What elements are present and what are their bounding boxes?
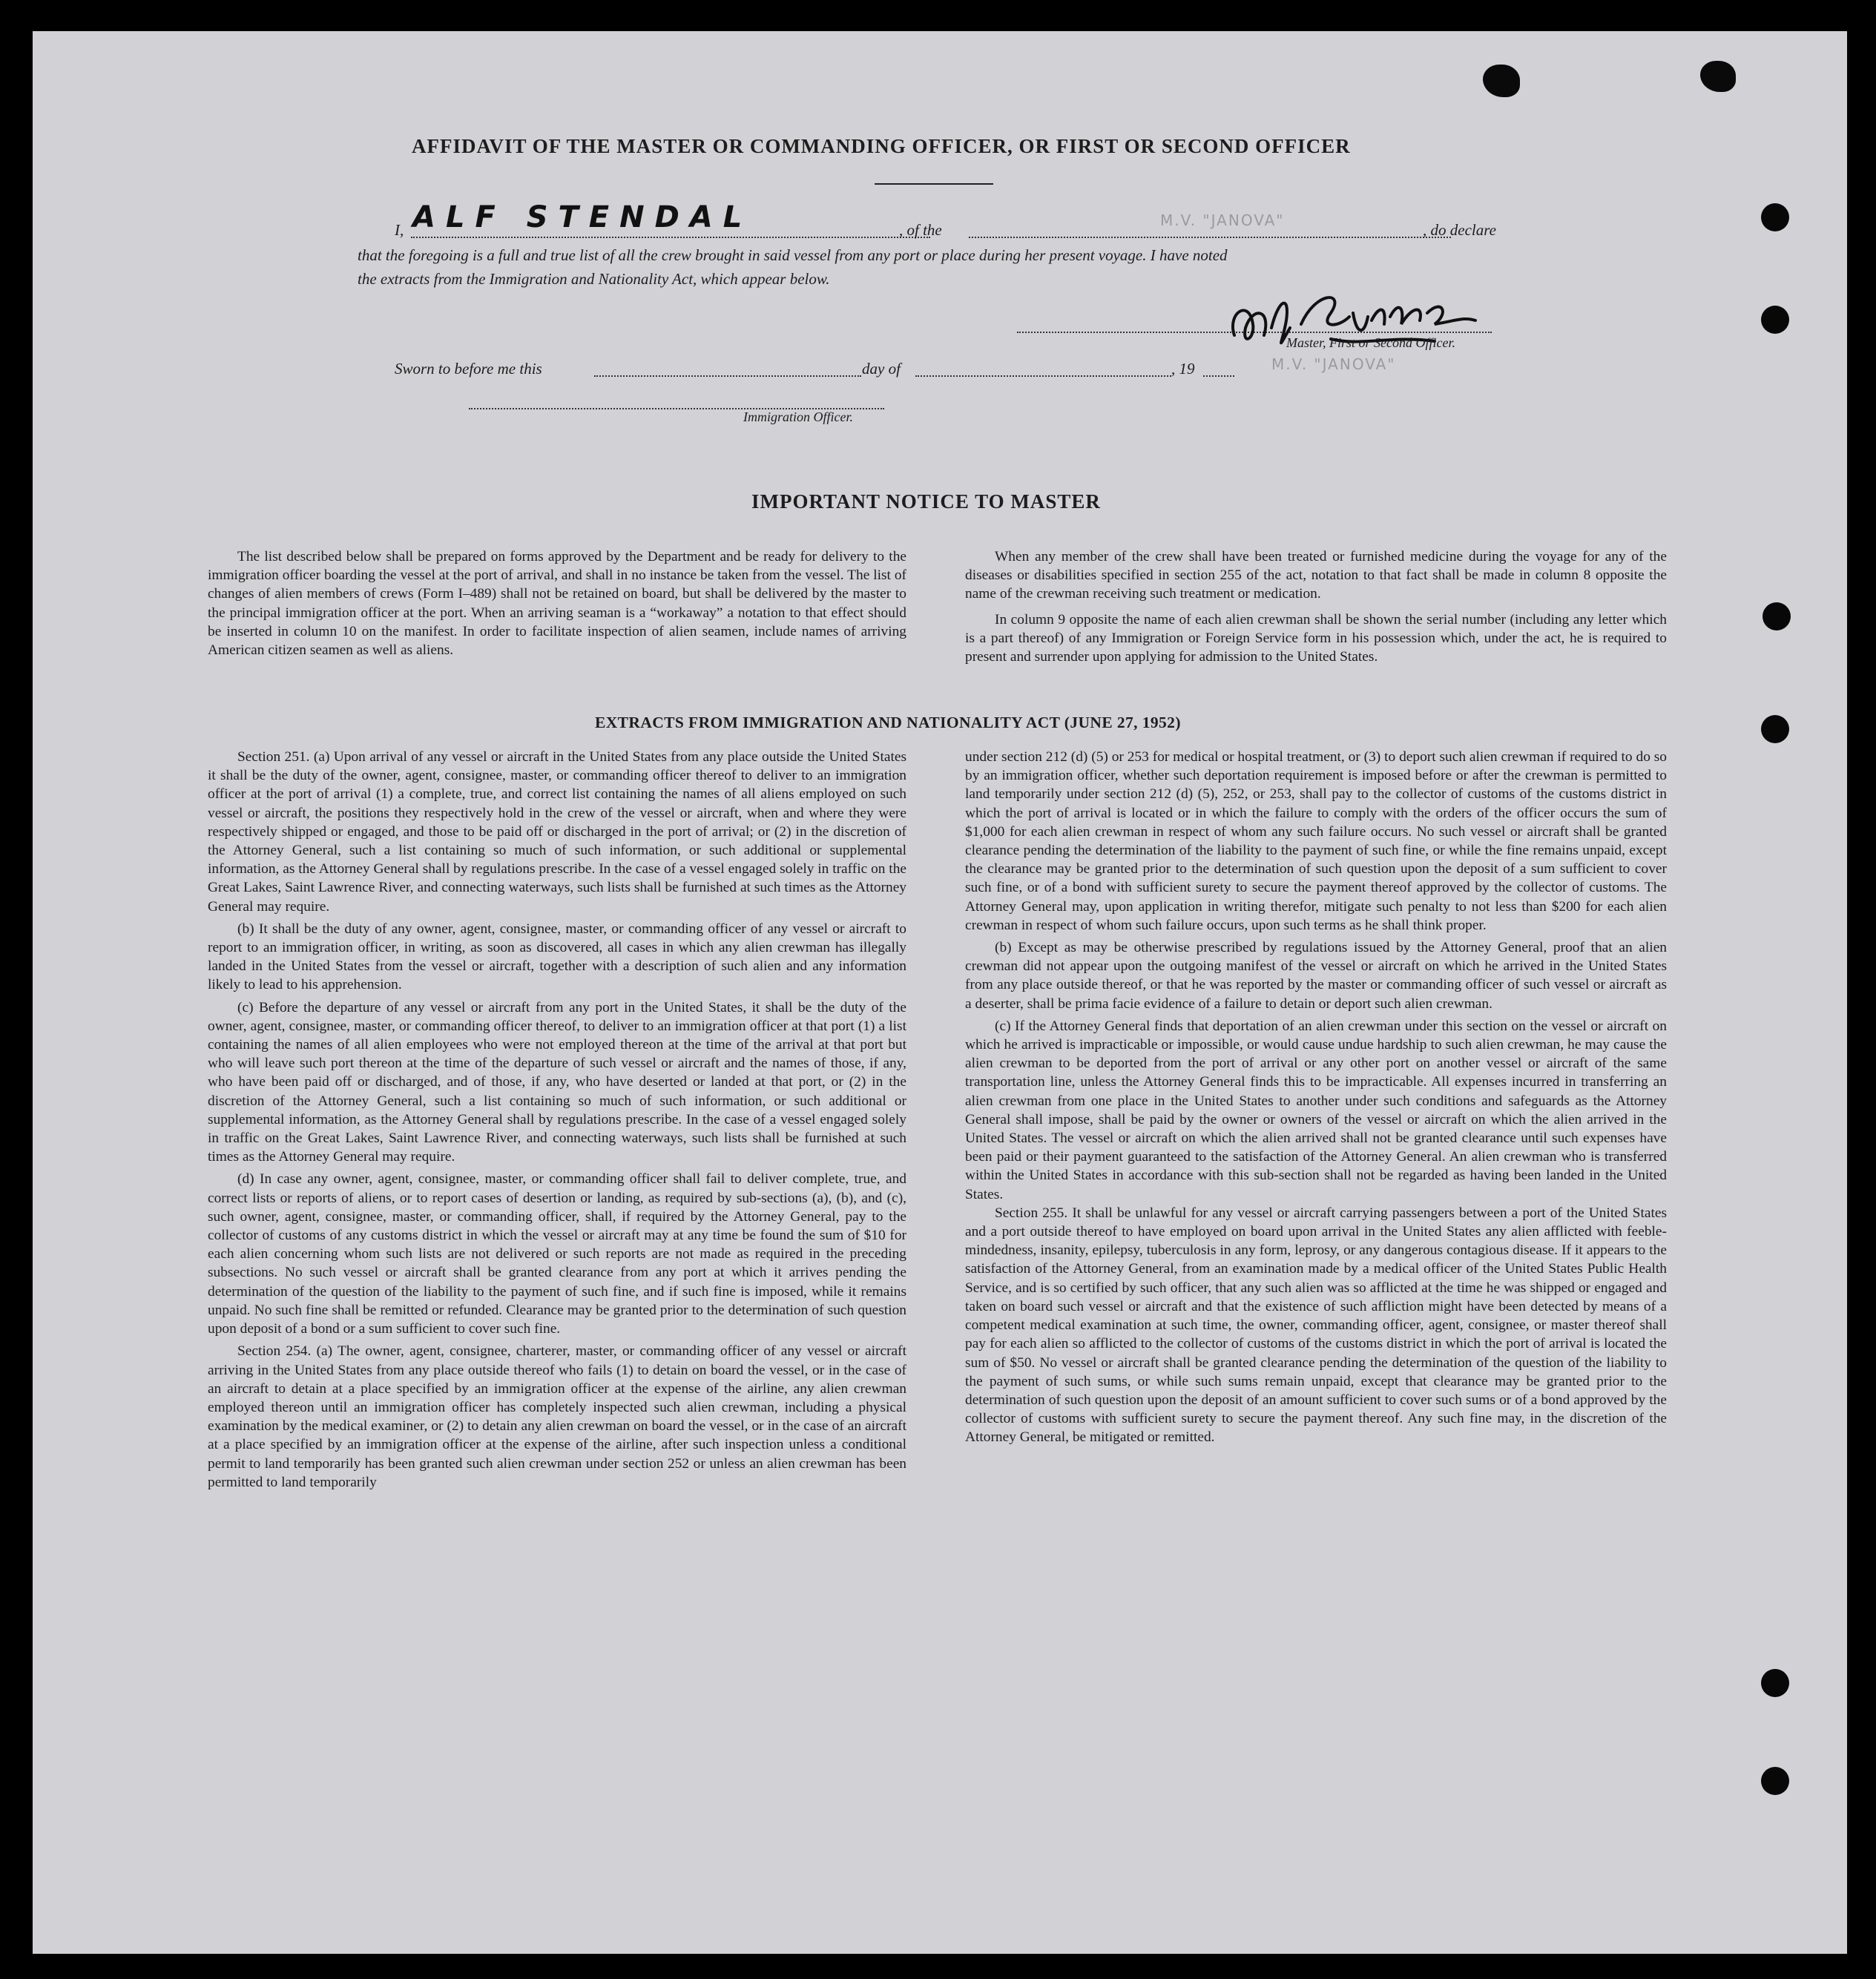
section-251-b: (b) It shall be the duty of any owner, agent, consignee, master, or commanding officer of any vessel or aircraft to report to an immigration officer, in writing, as soon as discovered, all cases in which any alien crewman has illegally landed in the United States from the vessel or aircraft, together with a description of such alien and any information likely to lead to his apprehension.	[208, 921, 906, 993]
vessel-stamp-2: M.V. "JANOVA"	[1271, 355, 1396, 373]
day-of-label: day of	[862, 360, 901, 378]
declarant-line	[411, 237, 930, 238]
section-254-a-continued: under section 212 (d) (5) or 253 for medical or hospital treatment, or (3) to deport such alien crewman if required to do so by an immigration officer, whether such deportation requirement is imposed before or after the crewman is permitted to land temporarily under section 212 (d) (5), 252, or 253, shall pay to the collector of customs of the customs district in which the port of arrival is located or in which the failure to comply with the orders of the officer occurs the sum of $1,000 for each alien crewman in respect of whom any such failure occurs. No such vessel or aircraft shall be granted clearance pending the determination of the liability to the payment of such fine, or while the fine remains unpaid, except the clearance may be granted prior to the determination of such question upon the deposit of a sum sufficient to cover such fine, or of a bond with sufficient surety to secure the payment thereof approved by the collector of customs. The Attorney General may, upon application in writing therefor, mitigate such penalty to not less than $200 for each alien crewman in respect of whom such failure occurs, upon such terms as he shall think proper.	[965, 749, 1667, 933]
signature-caption: Master, First or Second Officer.	[1286, 335, 1455, 350]
title-rule	[875, 183, 993, 185]
affidavit-line-3: the extracts from the Immigration and Nationality Act, which appear below.	[358, 270, 830, 288]
declarant-name: ALF STENDAL	[412, 200, 753, 234]
extracts-right-column	[965, 748, 1667, 1447]
binder-hole	[1763, 602, 1791, 630]
month-line	[915, 375, 1171, 377]
binder-hole	[1761, 715, 1789, 743]
notice-right-column	[965, 547, 1667, 666]
section-251-a: Section 251. (a) Upon arrival of any vessel or aircraft in the United States from any place outside the United States it shall be the duty of the owner, agent, consignee, master, or commanding officer thereof to deliver to an immigration officer at the port of arrival (1) a complete, true, and correct list containing the names of all aliens employed on such vessel or aircraft, the positions they respectively hold in the crew of the vessel or aircraft, when and where they were respectively shipped or engaged, and those to be paid off or discharged in the port of arrival; or (2) in the discretion of the Attorney General, such a list containing so much of such information, or such additional or supplemental information, as the Attorney General shall by regulations prescribe. In the case of a vessel engaged solely in traffic on the Great Lakes, Saint Lawrence River, and connecting waterways, such lists shall be furnished at such times as the Attorney General may require.	[208, 749, 906, 915]
binder-hole	[1761, 1669, 1789, 1697]
section-251-c: (c) Before the departure of any vessel or aircraft from any port in the United States, it shall be the duty of the owner, agent, consignee, master, or commanding officer thereof, to deliver to an immigration officer at that port (1) a list containing the names of all alien employees who were not employed thereon at the time of the arrival at that port but who will leave such port thereon at the time of the departure of such vessel or aircraft and the names of those, if any, who have been paid off or discharged, and of those, if any, who have deserted or landed at that port, or (2) in the discretion of the Attorney General, such a list containing so much of such information, or such additional or supplemental information, as the Attorney General shall by regulations prescribe. In the case of a vessel engaged solely in traffic on the Great Lakes, Saint Lawrence River, and connecting waterways, such lists shall be furnished at such times as the Attorney General may require.	[208, 999, 906, 1165]
sworn-day-line	[594, 375, 861, 377]
binder-hole	[1761, 1767, 1789, 1795]
signature	[1220, 283, 1487, 365]
officer-caption: Immigration Officer.	[743, 409, 853, 424]
section-254-c: (c) If the Attorney General finds that deportation of an alien crewman under this section on the vessel or aircraft on which he arrived is impracticable or impossible, or would cause undue hardship to such alien crewman, he may cause the alien crewman to be deported from the port of arrival or any other port on another vessel or aircraft of the same transportation line, unless the Attorney General finds this to be impracticable. All expenses incurred in transferring an alien crewman from one place in the United States to another under such conditions and safeguards as the Attorney General shall impose, shall be paid by the owner or owners of the vessel or aircraft on which the alien arrived in the United States. The vessel or aircraft on which the alien arrived shall not be granted clearance until such expenses have been paid or their payment guaranteed to the satisfaction of the Attorney General. An alien crewman who is transferred within the United States in accordance with this sub-section shall not be regarded as having been landed in the United States.	[965, 1018, 1667, 1202]
section-251-d: (d) In case any owner, agent, consignee, master, or commanding officer shall fail to deliver complete, true, and correct lists or reports of aliens, or to report cases of desertion or landing, as required by sub-sections (a), (b), and (c), such owner, agent, consignee, master, or commanding officer, shall, if required by the Attorney General, pay to the collector of customs of any customs district in which the vessel or aircraft may at any time be found the sum of $10 for each alien concerning whom such lists are not delivered or such reports are not made as required in the preceding subsections. No such vessel or aircraft shall be granted clearance from any port at which it arrives pending the determination of the question of the liability to the payment of such fine, and if such fine is imposed, while it remains unpaid. No such fine shall be remitted or refunded. Clearance may be granted prior to the determination of such question upon deposit of a bond or a sum sufficient to cover such fine.	[208, 1171, 906, 1337]
notice-left-paragraph: The list described below shall be prepared on forms approved by the Department and be ready for delivery to the immigration officer boarding the vessel at the port of arrival, and shall in no instance be taken from the vessel. The list of changes of alien members of crews (Form I–489) shall not be retained on board, but shall be delivered by the master to the principal immigration officer at the port. When an arriving seaman is a “workaway” a notation to that effect should be inserted in column 10 on the manifest. In order to facilitate inspection of alien seamen, include names of arriving American citizen seamen as well as aliens.	[208, 549, 906, 659]
sworn-label: Sworn to before me this	[395, 360, 542, 378]
section-255: Section 255. It shall be unlawful for any vessel or aircraft carrying passengers between a port of the United States and a port outside thereof to have employed on board upon arrival in the United States any alien afflicted with feeble-mindedness, insanity, epilepsy, tuberculosis in any form, leprosy, or any dangerous contagious disease. If it appears to the satisfaction of the Attorney General, from an examination made by a medical officer of the United States Public Health Service, and is so certified by such officer, that any such alien was so afflicted at the time he was shipped or engaged and taken on board such vessel or aircraft and that the existence of such affliction might have been detected by means of a competent medical examination at such time, the owner, commanding officer, agent, consignee, or master thereof shall pay for each alien so afflicted to the collector of customs of the customs district in which the port of arrival is located the sum of $50. No vessel or aircraft shall be granted clearance pending the determination of the question of the liability to the payment of such sums, or while such sums remain unpaid, except that clearance may be granted prior to the determination of such question upon the deposit of an amount sufficient to cover such sums or of a bond approved by the collector of customs with sufficient surety to secure the payment thereof. Any such fine may, in the discretion of the Attorney General, be mitigated or remitted.	[965, 1205, 1667, 1446]
year-label: , 19	[1171, 360, 1195, 378]
affidavit-title: AFFIDAVIT OF THE MASTER OR COMMANDING OFFICER, OR FIRST OR SECOND OFFICER	[412, 135, 1351, 157]
binder-hole	[1761, 203, 1789, 231]
declarant-prefix: I,	[395, 221, 404, 239]
ink-blot	[1483, 65, 1520, 97]
of-the-label: , of the	[899, 221, 942, 239]
section-254-b: (b) Except as may be otherwise prescribed by regulations issued by the Attorney General, proof that an alien crewman did not appear upon the outgoing manifest of the vessel or aircraft on which he arrived in the United States from any place outside thereof, or that he was reported by the master or commanding officer of such vessel or aircraft as a deserter, shall be prima facie evidence of a failure to detain or deport such alien crewman.	[965, 940, 1667, 1012]
notice-left-column	[208, 547, 906, 659]
notice-right-paragraph-1: When any member of the crew shall have been treated or furnished medicine during the voyage for any of the diseases or disabilities specified in section 255 of the act, notation to that fact shall be made in column 8 opposite the name of the crewman receiving such treatment or medication.	[965, 549, 1667, 602]
notice-right-paragraph-2: In column 9 opposite the name of each alien crewman shall be shown the serial number (including any letter which is a part thereof) of any Immigration or Foreign Service form in his possession which, under the act, he is required to present and surrender upon applying for admission to the United States.	[965, 611, 1667, 665]
vessel-line	[969, 237, 1451, 238]
notice-title: IMPORTANT NOTICE TO MASTER	[751, 490, 1101, 513]
section-254-a: Section 254. (a) The owner, agent, consignee, charterer, master, or commanding officer of any vessel or aircraft arriving in the United States from any place outside thereof who fails (1) to detain on board the vessel, or in the case of an aircraft to detain at a place specified by an immigration officer at the expense of the airline, any alien crewman employed thereon until an immigration officer has completely inspected such alien crewman, including a physical examination by the medical examiner, or (2) to detain any alien crewman on board the vessel, or in the case of an aircraft at a place specified by an immigration officer at the expense of the airline, after such inspection unless a conditional permit to land temporarily has been granted such alien crewman under section 252 or unless an alien crewman has been permitted to land temporarily	[208, 1343, 906, 1490]
extracts-title: EXTRACTS FROM IMMIGRATION AND NATIONALITY ACT (JUNE 27, 1952)	[595, 714, 1181, 731]
ink-blot	[1700, 61, 1736, 92]
year-line	[1203, 375, 1234, 377]
document-page	[33, 31, 1847, 1954]
affidavit-line-2: that the foregoing is a full and true list of all the crew brought in said vessel from any port or place during her present voyage. I have noted	[358, 246, 1228, 264]
binder-hole	[1761, 306, 1789, 334]
do-declare-label: , do declare	[1423, 221, 1496, 239]
vessel-stamp: M.V. "JANOVA"	[1160, 211, 1285, 229]
extracts-left-column	[208, 748, 906, 1492]
